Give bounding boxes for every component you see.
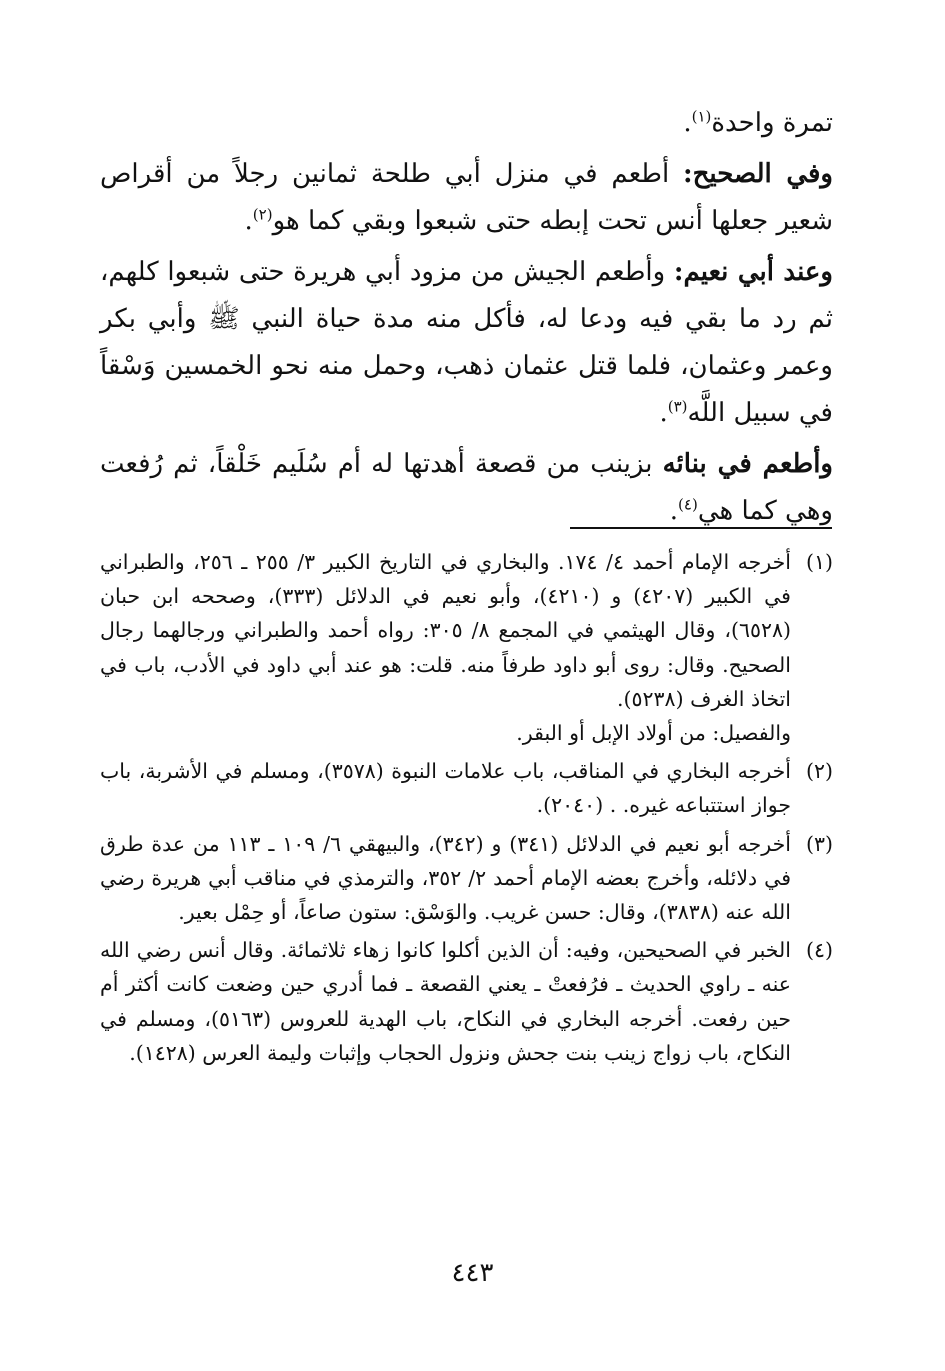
footnote-ref-3: (٣) <box>667 397 688 416</box>
footnote-ref-1: (١) <box>691 107 712 126</box>
paragraph-0: تمرة واحدة$^{(١)}$. <box>683 107 833 138</box>
footnote-number: (٣) <box>805 831 833 856</box>
footnote-text: أخرجه البخاري في المناقب، باب علامات النبوة (٣٥٧٨)، ومسلم في الأشربة، باب جواز استتباعه غيره. . (٢٠٤٠). <box>100 759 791 818</box>
paragraph-lead: وفي الصحيح: <box>683 159 833 189</box>
footnote-number: (٢) <box>805 759 833 784</box>
footnote-text: أخرجه الإمام أحمد ٤/ ١٧٤. والبخاري في التاريخ الكبير ٣/ ٢٥٥ ـ ٢٥٦، والطبراني في الكبير (٤٢٠٧) و (٤٢١٠)، وأبو نعيم في الدلائل (٣٣٣)، وصححه ابن حبان (٦٥٢٨)، وقال الهيثمي في المجمع ٨/ ٣٠٥: رواه أحمد والطبراني ورجالهما رجال الصحيح. وقال: روى أبو داود طرفاً منه. قلت: هو عند أبي داود في الأدب، باب في اتخاذ الغرف (٥٢٣٨). <box>100 550 791 711</box>
footnote-4 <box>100 933 833 1070</box>
page-number: ٤٤٣ <box>451 1258 494 1288</box>
footnote-number: (٤) <box>805 938 833 963</box>
footnote-text: الخبر في الصحيحين، وفيه: أن الذين أكلوا كانوا زهاء ثلاثمائة. وقال أنس رضي الله عنه ـ راوي الحديث ـ فرُفعتْ ـ يعني القصعة ـ فما أدري حين وضعت كانت أكثر أم حين رفعت. أخرجه البخاري في النكاح، باب الهدية للعروس (٥١٦٣)، ومسلم في النكاح، باب زواج زينب بنت جحش ونزول الحجاب وإثبات وليمة العرس (١٤٢٨). <box>100 938 791 1065</box>
footnote-number: (١) <box>805 550 833 574</box>
footnote-ref-4: (٤) <box>678 495 698 514</box>
footnote-3 <box>100 827 833 930</box>
footnote-gloss: والفصيل: من أولاد الإبل أو البقر. <box>516 721 791 746</box>
footnotes <box>100 545 833 1070</box>
paragraph-2: وعند أبي نعيم: وأطعم الجيش من مزود أبي هريرة حتى شبعوا كلهم، ثم رد ما بقي فيه ودعا له، فأكل منه مدة حياة النبي ﷺ وأبي بكر وعمر وعثمان، فلما قتل عثمان ذهب، وحمل منه نحو الخمسين وَسْقاً في سبيل اللَّه$^{(٣)}$. <box>100 257 833 428</box>
paragraph-3: وأطعم في بنائه بزينب من قصعة أهدتها له أم سُلَيم خَلْقاً، ثم رُفعت وهي كما هي$^{(٤)}$. <box>100 449 833 526</box>
paragraph-lead: وعند أبي نعيم: <box>673 257 833 287</box>
footnote-2 <box>100 754 833 822</box>
footnote-1 <box>100 545 833 750</box>
main-text <box>100 100 833 535</box>
paragraph-1: وفي الصحيح: أطعم في منزل أبي طلحة ثمانين رجلاً من أقراص شعير جعلها أنس تحت إبطه حتى شبعوا وبقي كما هو$^{(٢)}$. <box>100 159 833 236</box>
paragraph-lead: وأطعم في بنائه <box>662 449 833 479</box>
footnote-separator <box>570 527 832 529</box>
footnote-ref-2: (٢) <box>252 205 273 224</box>
footnote-text: أخرجه أبو نعيم في الدلائل (٣٤١) و (٣٤٢)، والبيهقي ٦/ ١٠٩ ـ ١١٣ من عدة طرق في دلائله، وأخرج بعضه الإمام أحمد ٢/ ٣٥٢، والترمذي في مناقب أبي هريرة رضي الله عنه (٣٨٣٨)، وقال: حسن غريب. والوَسْق: ستون صاعاً، أو حِمْل بعير. <box>100 831 791 925</box>
